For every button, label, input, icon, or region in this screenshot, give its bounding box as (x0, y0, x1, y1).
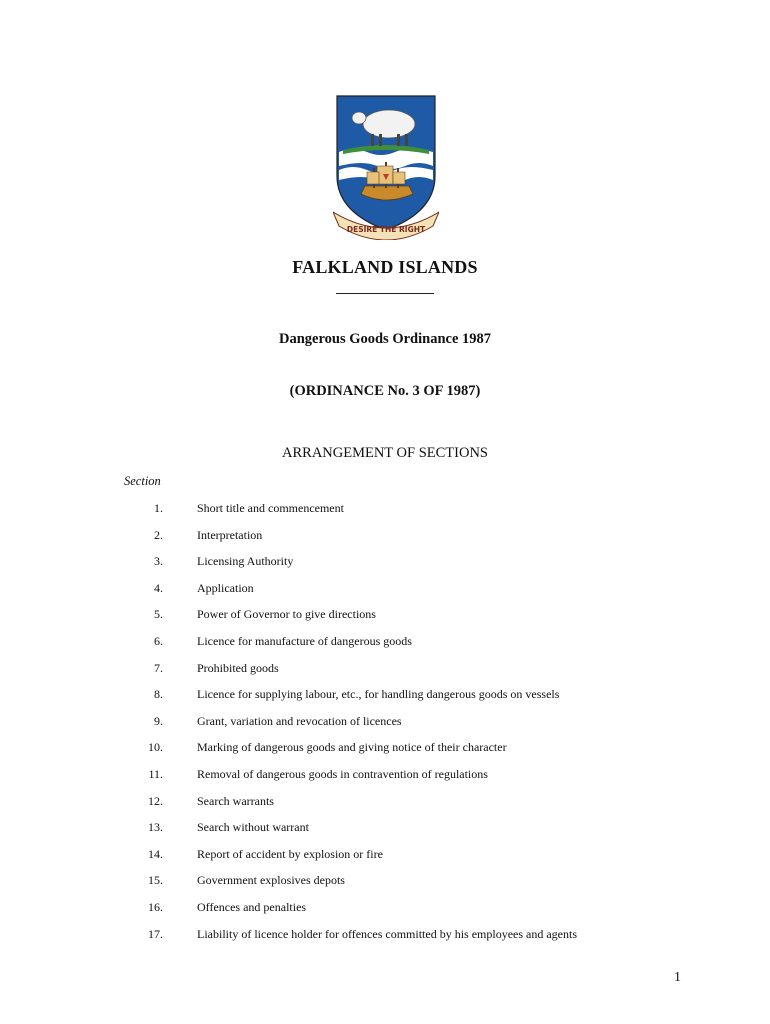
page-number: 1 (674, 970, 681, 985)
list-item (0, 820, 770, 847)
section-title: Grant, variation and revocation of licences (197, 713, 402, 728)
section-number: 4. (154, 580, 163, 595)
section-title: Report of accident by explosion or fire (197, 846, 383, 861)
list-item (0, 581, 770, 608)
list-item (0, 607, 770, 634)
section-title: Removal of dangerous goods in contravention of regulations (197, 766, 488, 781)
section-number: 9. (154, 713, 163, 728)
section-title: Licensing Authority (197, 554, 294, 569)
title-divider (336, 293, 434, 294)
list-item (0, 847, 770, 874)
section-number: 11. (148, 766, 163, 781)
section-title: Search without warrant (197, 820, 309, 835)
section-title: Offences and penalties (197, 899, 307, 914)
document-title: FALKLAND ISLANDS (292, 257, 478, 277)
section-number: 8. (154, 687, 163, 702)
section-title: Liability of licence holder for offences committed by his employees and agents (197, 926, 577, 941)
arrangement-heading: ARRANGEMENT OF SECTIONS (282, 445, 488, 461)
section-title: Interpretation (197, 527, 263, 542)
section-number: 2. (154, 527, 163, 542)
section-number: 16. (148, 899, 163, 914)
list-item (0, 528, 770, 555)
section-number: 17. (148, 926, 163, 941)
svg-text:DESIRE THE RIGHT: DESIRE THE RIGHT (346, 225, 426, 234)
section-number: 5. (154, 607, 163, 622)
section-title: Search warrants (197, 793, 274, 808)
section-title: Licence for supplying labour, etc., for handling dangerous goods on vessels (197, 687, 560, 702)
list-item (0, 873, 770, 900)
section-number: 7. (154, 660, 163, 675)
section-title: Government explosives depots (197, 873, 345, 888)
list-item (0, 927, 770, 954)
sections-list (0, 501, 770, 953)
section-number: 14. (148, 846, 163, 861)
list-item (0, 767, 770, 794)
section-title: Licence for manufacture of dangerous goods (197, 633, 412, 648)
ordinance-title: Dangerous Goods Ordinance 1987 (278, 331, 492, 347)
list-item (0, 740, 770, 767)
list-item (0, 501, 770, 528)
section-title: Application (197, 580, 254, 595)
list-item (0, 554, 770, 581)
list-item (0, 714, 770, 741)
section-number: 6. (154, 633, 163, 648)
section-number: 15. (148, 873, 163, 888)
section-title: Short title and commencement (197, 501, 344, 515)
section-title: Marking of dangerous goods and giving notice of their character (197, 740, 507, 755)
section-number: 3. (154, 554, 163, 569)
ordinance-number: (ORDINANCE No. 3 OF 1987) (289, 383, 481, 399)
coat-of-arms-icon (333, 94, 439, 240)
section-number: 1. (154, 501, 163, 515)
section-number: 12. (148, 793, 163, 808)
list-item (0, 661, 770, 688)
list-item (0, 687, 770, 714)
section-column-label: Section (124, 474, 161, 488)
section-number: 10. (148, 740, 163, 755)
section-number: 13. (148, 820, 163, 835)
list-item (0, 794, 770, 821)
section-title: Prohibited goods (197, 660, 279, 675)
list-item (0, 900, 770, 927)
list-item (0, 634, 770, 661)
section-title: Power of Governor to give directions (197, 607, 376, 622)
